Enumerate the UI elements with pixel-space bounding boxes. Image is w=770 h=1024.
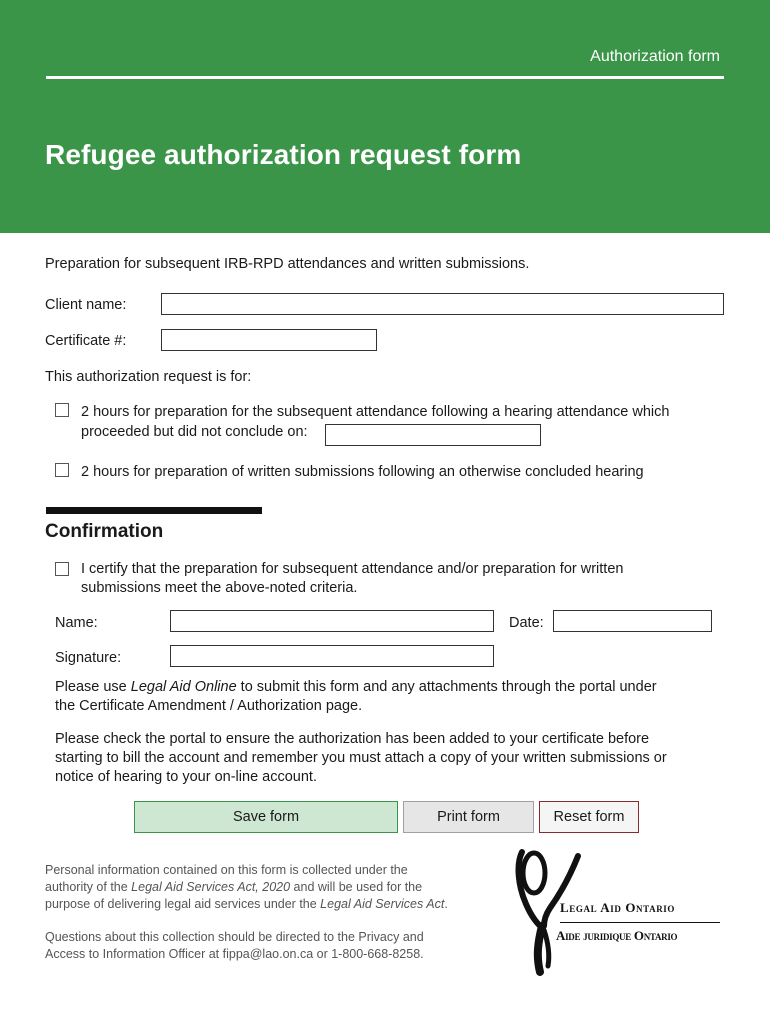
legal-aid-online-link: Legal Aid Online xyxy=(130,679,237,695)
header-label: Authorization form xyxy=(590,48,720,65)
certificate-input[interactable] xyxy=(161,329,377,351)
signature-input[interactable] xyxy=(170,645,494,667)
option2-checkbox[interactable] xyxy=(55,463,69,477)
privacy-notice-line2: authority of the Legal Aid Services Act, 2020 and will be used for the xyxy=(45,880,423,894)
privacy-notice-line3: purpose of delivering legal aid services under the Legal Aid Services Act. xyxy=(45,897,448,911)
reset-form-button[interactable]: Reset form xyxy=(539,801,639,833)
certify-text-line2: submissions meet the above-noted criteria. xyxy=(81,580,358,596)
certificate-label: Certificate #: xyxy=(45,333,127,349)
billing-note-line2: starting to bill the account and remember you must attach a copy of your written submissions or xyxy=(55,750,667,766)
portal-instructions-line1: Please use Legal Aid Online to submit this form and any attachments through the portal under xyxy=(55,679,657,695)
print-form-button[interactable]: Print form xyxy=(403,801,534,833)
name-label: Name: xyxy=(55,615,98,631)
date-label: Date: xyxy=(509,615,544,631)
certify-text-line1: I certify that the preparation for subsequent attendance and/or preparation for written xyxy=(81,561,624,577)
option1-date-input[interactable] xyxy=(325,424,541,446)
intro-text: Preparation for subsequent IRB-RPD attendances and written submissions. xyxy=(45,256,530,272)
billing-note-line1: Please check the portal to ensure the authorization has been added to your certificate before xyxy=(55,731,650,747)
header-divider xyxy=(46,76,724,79)
billing-note-line3: notice of hearing to your on-line account. xyxy=(55,769,317,785)
logo-name-en: Legal Aid Ontario xyxy=(560,900,675,915)
option2-text: 2 hours for preparation of written submissions following an otherwise concluded hearing xyxy=(81,464,644,480)
page-header xyxy=(0,0,770,233)
privacy-notice-line1: Personal information contained on this form is collected under the xyxy=(45,863,408,877)
questions-notice-line2: Access to Information Officer at fippa@lao.on.ca or 1-800-668-8258. xyxy=(45,947,424,961)
name-input[interactable] xyxy=(170,610,494,632)
option1-checkbox[interactable] xyxy=(55,403,69,417)
page-title: Refugee authorization request form xyxy=(45,139,522,170)
client-name-label: Client name: xyxy=(45,297,127,313)
certify-checkbox[interactable] xyxy=(55,562,69,576)
confirmation-title: Confirmation xyxy=(45,521,164,542)
client-name-input[interactable] xyxy=(161,293,724,315)
save-form-button[interactable]: Save form xyxy=(134,801,398,833)
option1-text-line2: proceeded but did not conclude on: xyxy=(81,424,308,440)
date-input[interactable] xyxy=(553,610,712,632)
section-divider xyxy=(46,507,262,514)
option1-text-line1: 2 hours for preparation for the subsequent attendance following a hearing attendance which xyxy=(81,404,670,420)
logo-name-fr: Aide juridique Ontario xyxy=(556,928,678,943)
questions-notice-line1: Questions about this collection should be directed to the Privacy and xyxy=(45,930,424,944)
portal-instructions-line2: the Certificate Amendment / Authorization page. xyxy=(55,698,363,714)
request-heading: This authorization request is for: xyxy=(45,369,252,385)
signature-label: Signature: xyxy=(55,650,122,666)
logo-divider xyxy=(560,922,720,923)
